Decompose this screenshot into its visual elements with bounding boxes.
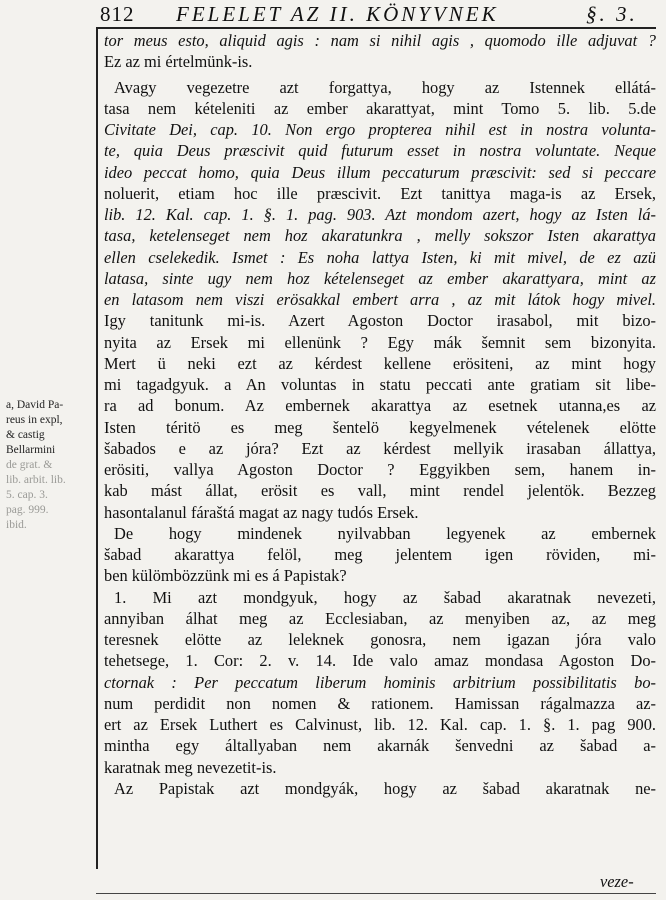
text-line: ra ad bonum. Az embernek akarattya az esetnek utanna,es az	[104, 396, 656, 416]
margin-line: 5. cap. 3.	[6, 489, 48, 501]
text-line: ctornak : Per peccatum liberum hominis arbitrium possibilitatis bo-	[104, 672, 656, 692]
text-line: tehetsege, 1. Cor: 2. v. 14. Ide valo amaz mondasa Agoston Do-	[104, 651, 656, 671]
body-text	[104, 30, 656, 799]
catchword: veze-	[600, 872, 634, 891]
text-line: Isten téritö es meg šentelö kegyelmenek vételenek elötte	[104, 417, 656, 437]
text-line: šabad akarattya felöl, meg jelentem igen röviden, mi-	[104, 545, 656, 564]
text-line: hasontalanul fáraštá magat az nagy tudós Ersek.	[104, 502, 419, 522]
text-line: tasa, ketelenseget nem hoz akaratunkra , melly sokszor Isten akarattya	[104, 226, 656, 246]
text-line: Ez az mi értelmünk-is.	[104, 52, 253, 72]
text-line: nyita az Ersek mi ellenünk ? Egy mák šemnit sem bizonyita.	[104, 332, 656, 352]
margin-rule	[96, 29, 98, 869]
text-line: erösiti, vallya Agoston Doctor ? Eggyikben sem, hanem in-	[104, 460, 656, 479]
margin-line: reus in expl,	[6, 414, 63, 426]
text-line: num perdidit non nomen & rationem. Hamissan rágalmazza az-	[104, 693, 656, 713]
text-line: Igy tanitunk mi-is. Azert Agoston Doctor irasabol, mit bizo-	[104, 311, 656, 331]
text-line: mi tagadgyuk. a An voluntas in statu peccati ante gratiam sit libe-	[104, 375, 656, 394]
text-line: ideo peccat homo, quia Deus illum peccaturum præscivit: sed si peccare	[104, 162, 656, 182]
margin-line: de grat. &	[6, 459, 53, 471]
section-mark: §. 3.	[586, 2, 638, 26]
text-line: Mert ü neki ezt az kérdest kellene erösiteni, az mint hogy	[104, 353, 656, 373]
text-line: ben külömbözzünk mi es á Papistak?	[104, 566, 347, 586]
text-line: mintha egy általlyaban nem akarnák šenvedni az šabad a-	[104, 736, 656, 756]
page-number: 812	[100, 2, 135, 26]
margin-note	[6, 398, 94, 533]
text-line: latasa, sinte ugy nem hoz kételenseget az ember akarattyara, mint az	[104, 268, 656, 288]
text-line: tor meus esto, aliquid agis : nam si nihil agis , quomodo ille adjuvat ?	[104, 31, 656, 50]
footer-rule	[96, 893, 656, 894]
text-line: Civitate Dei, cap. 10. Non ergo propterea nihil est in nostra volunta-	[104, 120, 656, 139]
margin-line: pag. 999.	[6, 504, 49, 516]
margin-line: a, David Pa-	[6, 399, 64, 411]
margin-line: ibid.	[6, 519, 27, 531]
margin-line: Bellarmini	[6, 444, 56, 456]
margin-line: lib. arbit. lib.	[6, 474, 66, 486]
text-line: ellen cselekedik. Ismet : Es noha lattya Isten, ki mit mivel, de ez azü	[104, 247, 656, 267]
running-title: FELELET AZ II. KÖNYVNEK	[176, 2, 499, 26]
text-line: noluerit, etiam hoc ille præscivit. Ezt tanittya maga-is az Ersek,	[104, 183, 656, 203]
text-line: De hogy mindenek nyilvabban legyenek az embernek	[114, 523, 656, 543]
text-line: en latasom nem viszi erösakkal embert arra , az mit látok hogy mivel.	[104, 290, 656, 309]
text-line: Avagy vegezetre azt forgattya, hogy az Istennek ellátá-	[114, 77, 656, 97]
margin-line: & castig	[6, 429, 45, 441]
text-line: lib. 12. Kal. cap. 1. §. 1. pag. 903. Azt mondom azert, hogy az Isten lá-	[104, 205, 656, 224]
text-line: te, quia Deus præscivit quid futurum esset in nostra voluntate. Neque	[104, 141, 656, 161]
text-line: teresnek elötte az leleknek gonosra, nem igazan jóra valo	[104, 630, 656, 649]
text-line: šabados e az jóra? Ezt az kérdest mellyik irasaban állattya,	[104, 438, 656, 458]
text-line: kab mást állat, erösit es vall, mint rendel jelentök. Bezzeg	[104, 481, 656, 501]
page-header	[100, 0, 660, 28]
text-line: ert az Ersek Luthert es Calvinust, lib. 12. Kal. cap. 1. §. 1. pag 900.	[104, 715, 656, 734]
header-rule	[96, 27, 656, 29]
text-line: tasa nem kételeniti az ember akarattyat, mint Tomo 5. lib. 5.de	[104, 98, 656, 118]
text-line: Az Papistak azt mondgyák, hogy az šabad akaratnak ne-	[114, 778, 656, 798]
text-line: karatnak meg nevezetit-is.	[104, 757, 277, 777]
text-line: 1. Mi azt mondgyuk, hogy az šabad akaratnak nevezeti,	[114, 587, 656, 607]
text-line: annyiban álhat meg az Ecclesiaban, az menyiben az, az meg	[104, 608, 656, 628]
